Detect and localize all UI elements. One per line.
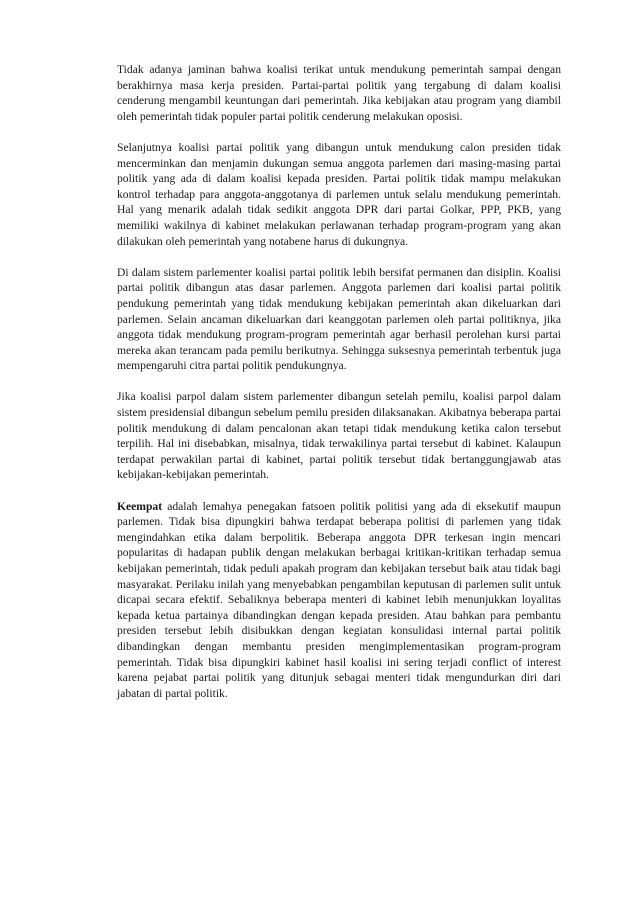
paragraph-3 <box>117 265 561 374</box>
paragraph-5 <box>117 499 561 702</box>
paragraph-1 <box>117 62 561 124</box>
paragraph-lead-bold: Keempat <box>117 499 163 513</box>
paragraph-text: Selanjutnya koalisi partai politik yang dibangun untuk mendukung calon presiden tidak mencerminkan dan menjamin dukungan semua anggota parlemen dari masing-masing partai politik yang ada di dalam koalisi kepada presiden. Partai politik tidak mampu melakukan kontrol terhadap para anggota-anggotanya di parlemen untuk selalu mendukung pemerintah. Hal yang menarik adalah tidak sedikit anggota DPR dari partai Golkar, PPP, PKB, yang memiliki wakilnya di kabinet melakukan perlawanan terhadap program-program yang akan dilakukan oleh pemerintah yang notabene harus di dukungnya. <box>117 140 561 248</box>
paragraph-text: adalah lemahya penegakan fatsoen politik politisi yang ada di eksekutif maupun parlemen. Tidak bisa dipungkiri bahwa terdapat beberapa politisi di parlemen yang tidak mengindahkan etika dalam berpolitik. Beberapa anggota DPR terkesan ingin mencari popularitas di hadapan publik dengan melakukan berbagai kritikan-kritikan terhadap semua kebijakan pemerintah, tidak peduli apakah program dan kebijakan tersebut baik atau tidak bagi masyarakat. Perilaku inilah yang menyebabkan pengambilan keputusan di parlemen sulit untuk dicapai secara efektif. Sebaliknya beberapa menteri di kabinet lebih menunjukkan loyalitas kepada ketua partainya dibandingkan dengan kepada presiden. Atau bahkan para pembantu presiden tersebut lebih disibukkan dengan kegiatan konsulidasi internal partai politik dibandingkan dengan membantu presiden mengimplementasikan program-program pemerintah. Tidak bisa dipungkiri kabinet hasil koalisi ini sering terjadi conflict of interest karena pejabat partai politik yang ditunjuk sebagai menteri tidak mengundurkan diri dari jabatan di partai politik. <box>117 499 561 700</box>
document-page <box>117 62 561 717</box>
paragraph-text: Jika koalisi parpol dalam sistem parlementer dibangun setelah pemilu, koalisi parpol dalam sistem presidensial dibangun sebelum pemilu presiden dilaksanakan. Akibatnya beberapa partai politik mendukung di dalam pencalonan akan tetapi tidak mendukung ketika calon tersebut terpilih. Hal ini disebabkan, misalnya, tidak terwakilinya partai tersebut di kabinet. Kalaupun terdapat perwakilan partai di kabinet, partai politik tersebut tidak bertanggungjawab atas kebijakan-kebijakan pemerintah. <box>117 390 561 482</box>
paragraph-text: Di dalam sistem parlementer koalisi partai politik lebih bersifat permanen dan disiplin. Koalisi partai politik dibangun atas dasar parlemen. Anggota parlemen dari koalisi partai politik pendukung pemerintah yang tidak mendukung kebijakan pemerintah akan dikeluarkan dari parlemen. Selain ancaman dikeluarkan dari keanggotan parlemen oleh partai politiknya, jika anggota tidak mendukung program-program pemerintah agar berhasil perolehan kursi partai mereka akan terancam pada pemilu berikutnya. Sehingga suksesnya pemerintah terbentuk juga mempengaruhi citra partai politik pendukungnya. <box>117 265 561 373</box>
paragraph-2 <box>117 140 561 249</box>
paragraph-text: Tidak adanya jaminan bahwa koalisi terikat untuk mendukung pemerintah sampai dengan berakhirnya masa kerja presiden. Partai-partai politik yang tergabung di dalam koalisi cenderung mengambil keuntungan dari pemerintah. Jika kebijakan atau program yang diambil oleh pemerintah tidak populer partai politik cenderung melakukan oposisi. <box>117 63 561 123</box>
paragraph-4 <box>117 389 561 483</box>
